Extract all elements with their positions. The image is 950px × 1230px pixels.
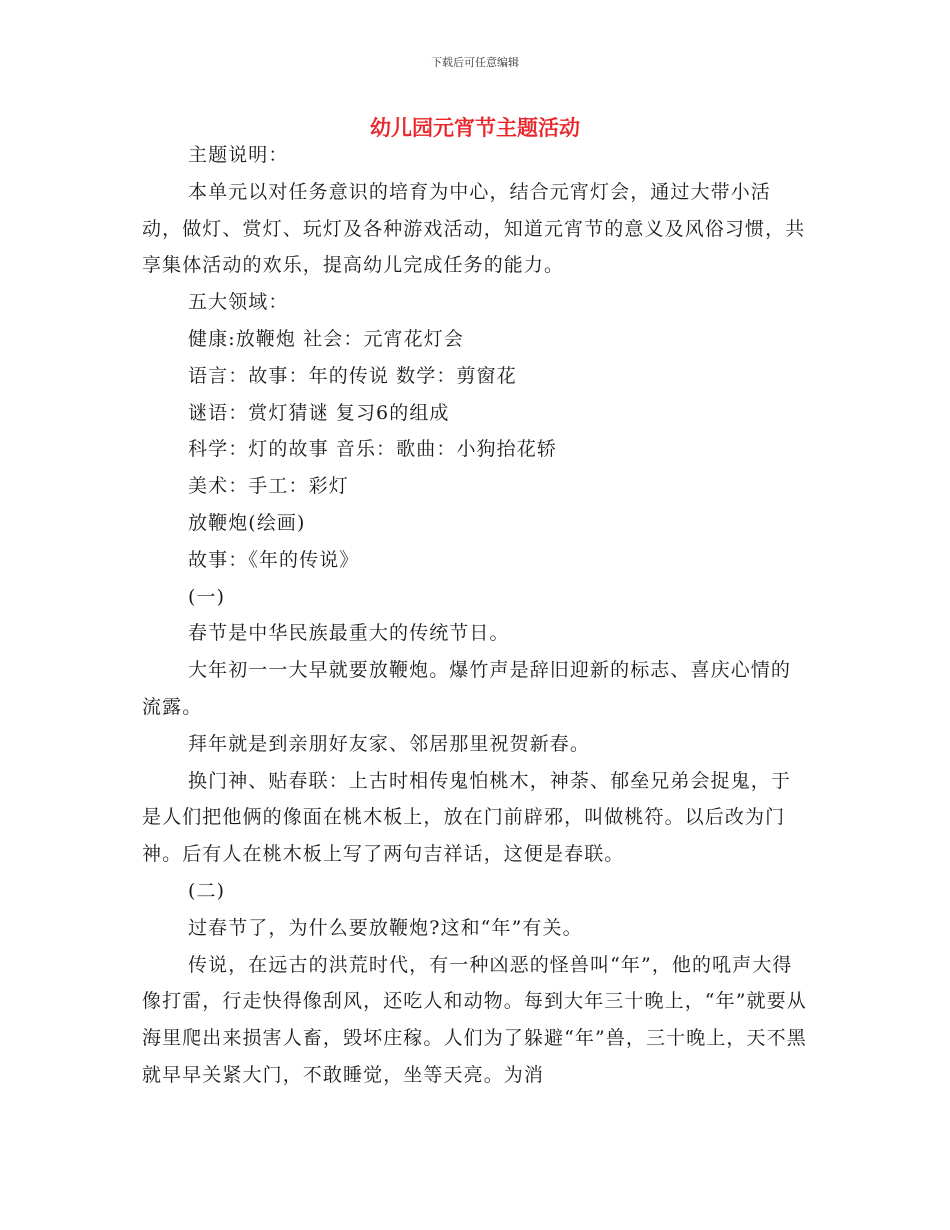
paragraph: 本单元以对任务意识的培育为中心，结合元宵灯会，通过大带小活动，做灯、赏灯、玩灯及各种游戏活动，知道元宵节的意义及风俗习惯，共享集体活动的欢乐，提高幼儿完成任务的能力。 (142, 180, 806, 277)
paragraph: 美术：手工：彩灯 (188, 475, 349, 498)
paragraph: 大年初一一大早就要放鞭炮。爆竹声是辞旧迎新的标志、喜庆心情的流露。 (142, 659, 792, 718)
document-title: 幼儿园元宵节主题活动 (370, 116, 580, 140)
paragraph: 拜年就是到亲朋好友家、邻居那里祝贺新春。 (188, 732, 591, 755)
paragraph: (二) (188, 879, 226, 902)
paragraph: 科学：灯的故事 音乐：歌曲：小狗抬花轿 (188, 438, 557, 461)
paragraph: 五大领域： (188, 291, 289, 314)
paragraph: 传说，在远古的洪荒时代，有一种凶恶的怪兽叫“年”，他的吼声大得像打雷，行走快得像刮风，还吃人和动物。每到大年三十晚上，“年”就要从海里爬出来损害人畜，毁坏庄稼。人们为了躲避“年”兽，三十晚上，天不黑就早早关紧大门，不敢睡觉，坐等天亮。为消 (142, 953, 807, 1086)
paragraph: 放鞭炮(绘画) (188, 511, 306, 534)
header-note: 下载后可任意编辑 (431, 56, 519, 69)
paragraph: 春节是中华民族最重大的传统节日。 (188, 622, 510, 645)
paragraph: 谜语：赏灯猜谜 复习6的组成 (188, 401, 450, 424)
paragraph: 过春节了，为什么要放鞭炮?这和“年”有关。 (188, 916, 583, 939)
document-body (142, 137, 810, 1094)
paragraph: 健康:放鞭炮 社会：元宵花灯会 (188, 327, 464, 350)
paragraph: 故事：《年的传说》 (188, 548, 360, 571)
paragraph: 换门神、贴春联：上古时相传鬼怕桃木，神荼、郁垒兄弟会捉鬼，于是人们把他俩的像面在桃木板上，放在门前辟邪，叫做桃符。以后改为门神。后有人在桃木板上写了两句吉祥话，这便是春联。 (142, 769, 792, 866)
paragraph: (一) (188, 585, 226, 608)
paragraph: 主题说明： (188, 144, 289, 166)
paragraph: 语言：故事：年的传说 数学：剪窗花 (188, 364, 517, 387)
